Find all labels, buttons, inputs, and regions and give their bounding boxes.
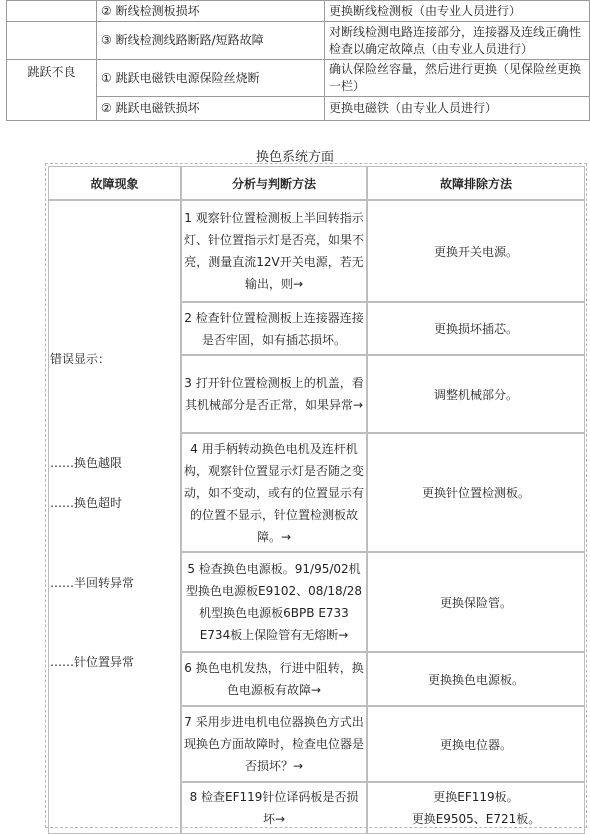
table-cell: ① 跳跃电磁铁电源保险丝烧断 <box>97 60 325 97</box>
table-cell <box>7 1 97 22</box>
symptom-item: ……半回转异常 <box>50 576 135 590</box>
table-cell: ② 跳跃电磁铁损坏 <box>97 97 325 121</box>
remedy-cell: 更换换色电源板。 <box>367 652 585 706</box>
table-cell: 更换断线检测板（由专业人员进行） <box>325 1 590 22</box>
table-row <box>7 22 590 60</box>
section-title: 换色系统方面 <box>255 150 334 165</box>
column-header: 分析与判断方法 <box>181 166 367 200</box>
table-cell <box>7 22 97 60</box>
table-row <box>48 200 585 302</box>
symptom-item: ……换色超时 <box>50 496 123 510</box>
remedy-cell: 更换电位器。 <box>367 706 585 782</box>
analysis-cell: 2 检查针位置检测板上连接器连接是否牢固，如有插芯损坏。 <box>181 302 367 355</box>
top-fault-table <box>6 0 590 121</box>
remedy-cell: 调整机械部分。 <box>367 355 585 433</box>
table-cell: ② 断线检测板损坏 <box>97 1 325 22</box>
analysis-cell: 6 换色电机发热，行进中阻转，换色电源板有故障→ <box>181 652 367 706</box>
symptom-cell <box>48 200 181 834</box>
remedy-cell: 更换EF119板。 更换E9505、E721板。 <box>367 782 585 834</box>
remedy-cell: 更换针位置检测板。 <box>367 433 585 552</box>
color-change-fault-table <box>48 166 585 834</box>
remedy-cell: 更换保险管。 <box>367 552 585 652</box>
table-cell: 确认保险丝容量，然后进行更换（见保险丝更换一栏） <box>325 60 590 97</box>
table-row <box>7 60 590 97</box>
analysis-cell: 3 打开针位置检测板上的机盖，看其机械部分是否正常，如果异常→ <box>181 355 367 433</box>
table-cell: 更换电磁铁（由专业人员进行） <box>325 97 590 121</box>
table-cell: ③ 断线检测线路断路/短路故障 <box>97 22 325 60</box>
analysis-cell: 5 检查换色电源板。91/95/02机型换色电源板E9102、08/18/28机型换色电源板6BPB E733 E734板上保险管有无熔断→ <box>181 552 367 652</box>
column-header: 故障排除方法 <box>367 166 585 200</box>
analysis-cell: 7 采用步进电机电位器换色方式出现换色方面故障时，检查电位器是否损坏？→ <box>181 706 367 782</box>
analysis-cell: 8 检查EF119针位译码板是否损坏→ <box>181 782 367 834</box>
analysis-cell: 4 用手柄转动换色电机及连杆机构，观察针位置显示灯是否随之变动，如不变动，或有的位置显示有的位置不显示，针位置检测板故障。→ <box>181 433 367 552</box>
symptom-heading: 错误显示： <box>50 352 111 366</box>
remedy-cell: 更换损坏插芯。 <box>367 302 585 355</box>
symptom-item: ……针位置异常 <box>50 655 135 669</box>
remedy-cell: 更换开关电源。 <box>367 200 585 302</box>
table-cell: 跳跃不良 <box>7 60 97 121</box>
table-header-row <box>48 166 585 200</box>
table-cell: 对断线检测电路连接部分，连接器及连线正确性检查以确定故障点（由专业人员进行） <box>325 22 590 60</box>
analysis-cell: 1 观察针位置检测板上半回转指示灯、针位置指示灯是否亮，如果不亮，测量直流12V开关电源，若无输出，则→ <box>181 200 367 302</box>
table-row <box>7 1 590 22</box>
column-header: 故障现象 <box>48 166 181 200</box>
symptom-item: ……换色越限 <box>50 456 123 470</box>
